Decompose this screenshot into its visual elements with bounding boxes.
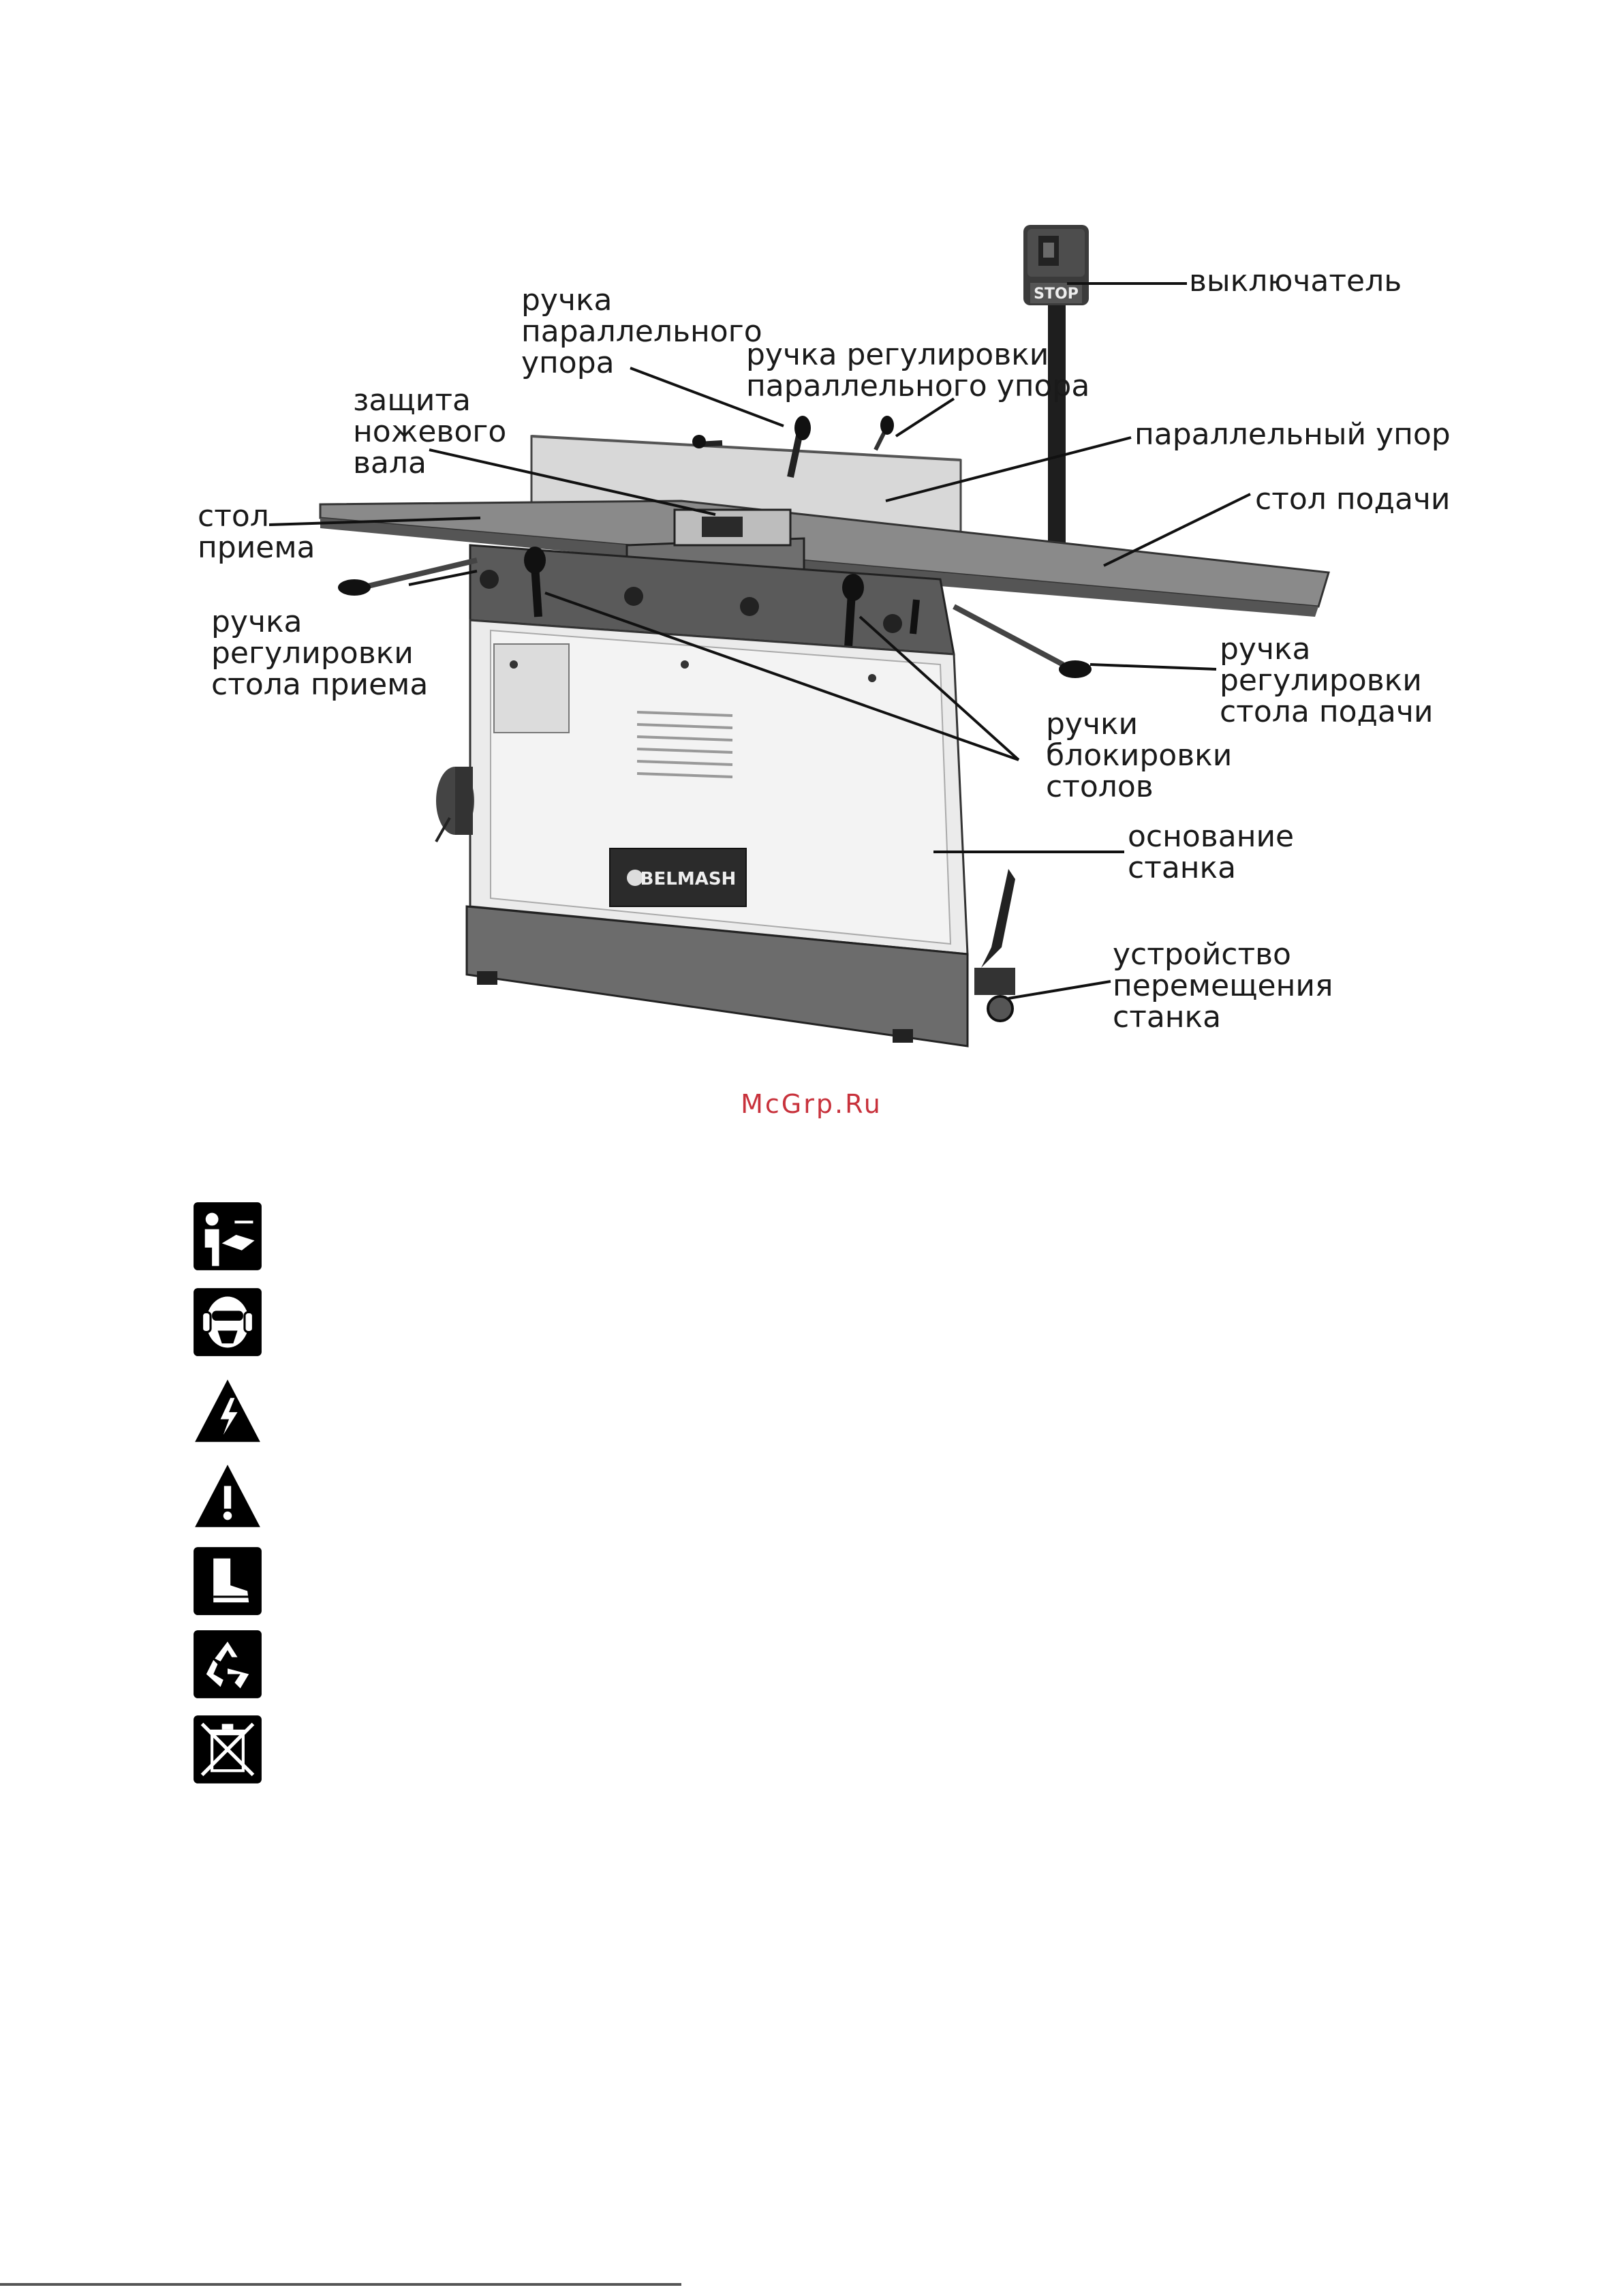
label-table-lock-handles: ручки блокировки столов xyxy=(1046,707,1233,804)
footer-rule xyxy=(0,2283,681,2286)
no-trash-bin-icon xyxy=(192,1714,263,1785)
label-cutterhead-guard: защита ножевого вала xyxy=(353,383,507,480)
label-outfeed-table: стол приема xyxy=(198,499,315,565)
label-infeed-adjust-handle: ручка регулировки стола подачи xyxy=(1220,632,1434,729)
label-outfeed-adjust-handle: ручка регулировки стола приема xyxy=(211,604,429,702)
read-manual-icon xyxy=(192,1201,263,1272)
watermark: McGrp.Ru xyxy=(741,1089,882,1119)
general-warning-icon xyxy=(192,1460,263,1531)
brand-plate: BELMASH xyxy=(640,869,737,889)
label-switch: выключатель xyxy=(1189,264,1402,299)
dust-port xyxy=(436,767,474,842)
label-mobility-kit: устройство перемещения станка xyxy=(1113,937,1333,1035)
mobility-kit xyxy=(968,869,1015,1021)
label-fence-adjust-handle: ручка регулировки параллельного упора xyxy=(746,337,1090,403)
label-infeed-table: стол подачи xyxy=(1255,482,1451,517)
label-machine-base: основание станка xyxy=(1128,819,1295,885)
stop-label: STOP xyxy=(1034,286,1079,303)
electric-hazard-icon xyxy=(192,1375,263,1446)
safety-boots-icon xyxy=(192,1546,263,1617)
protective-gear-icon xyxy=(192,1287,263,1358)
label-fence: параллельный упор xyxy=(1134,417,1451,452)
recycle-icon xyxy=(192,1629,263,1700)
label-fence-handle: ручка параллельного упора xyxy=(521,283,762,380)
